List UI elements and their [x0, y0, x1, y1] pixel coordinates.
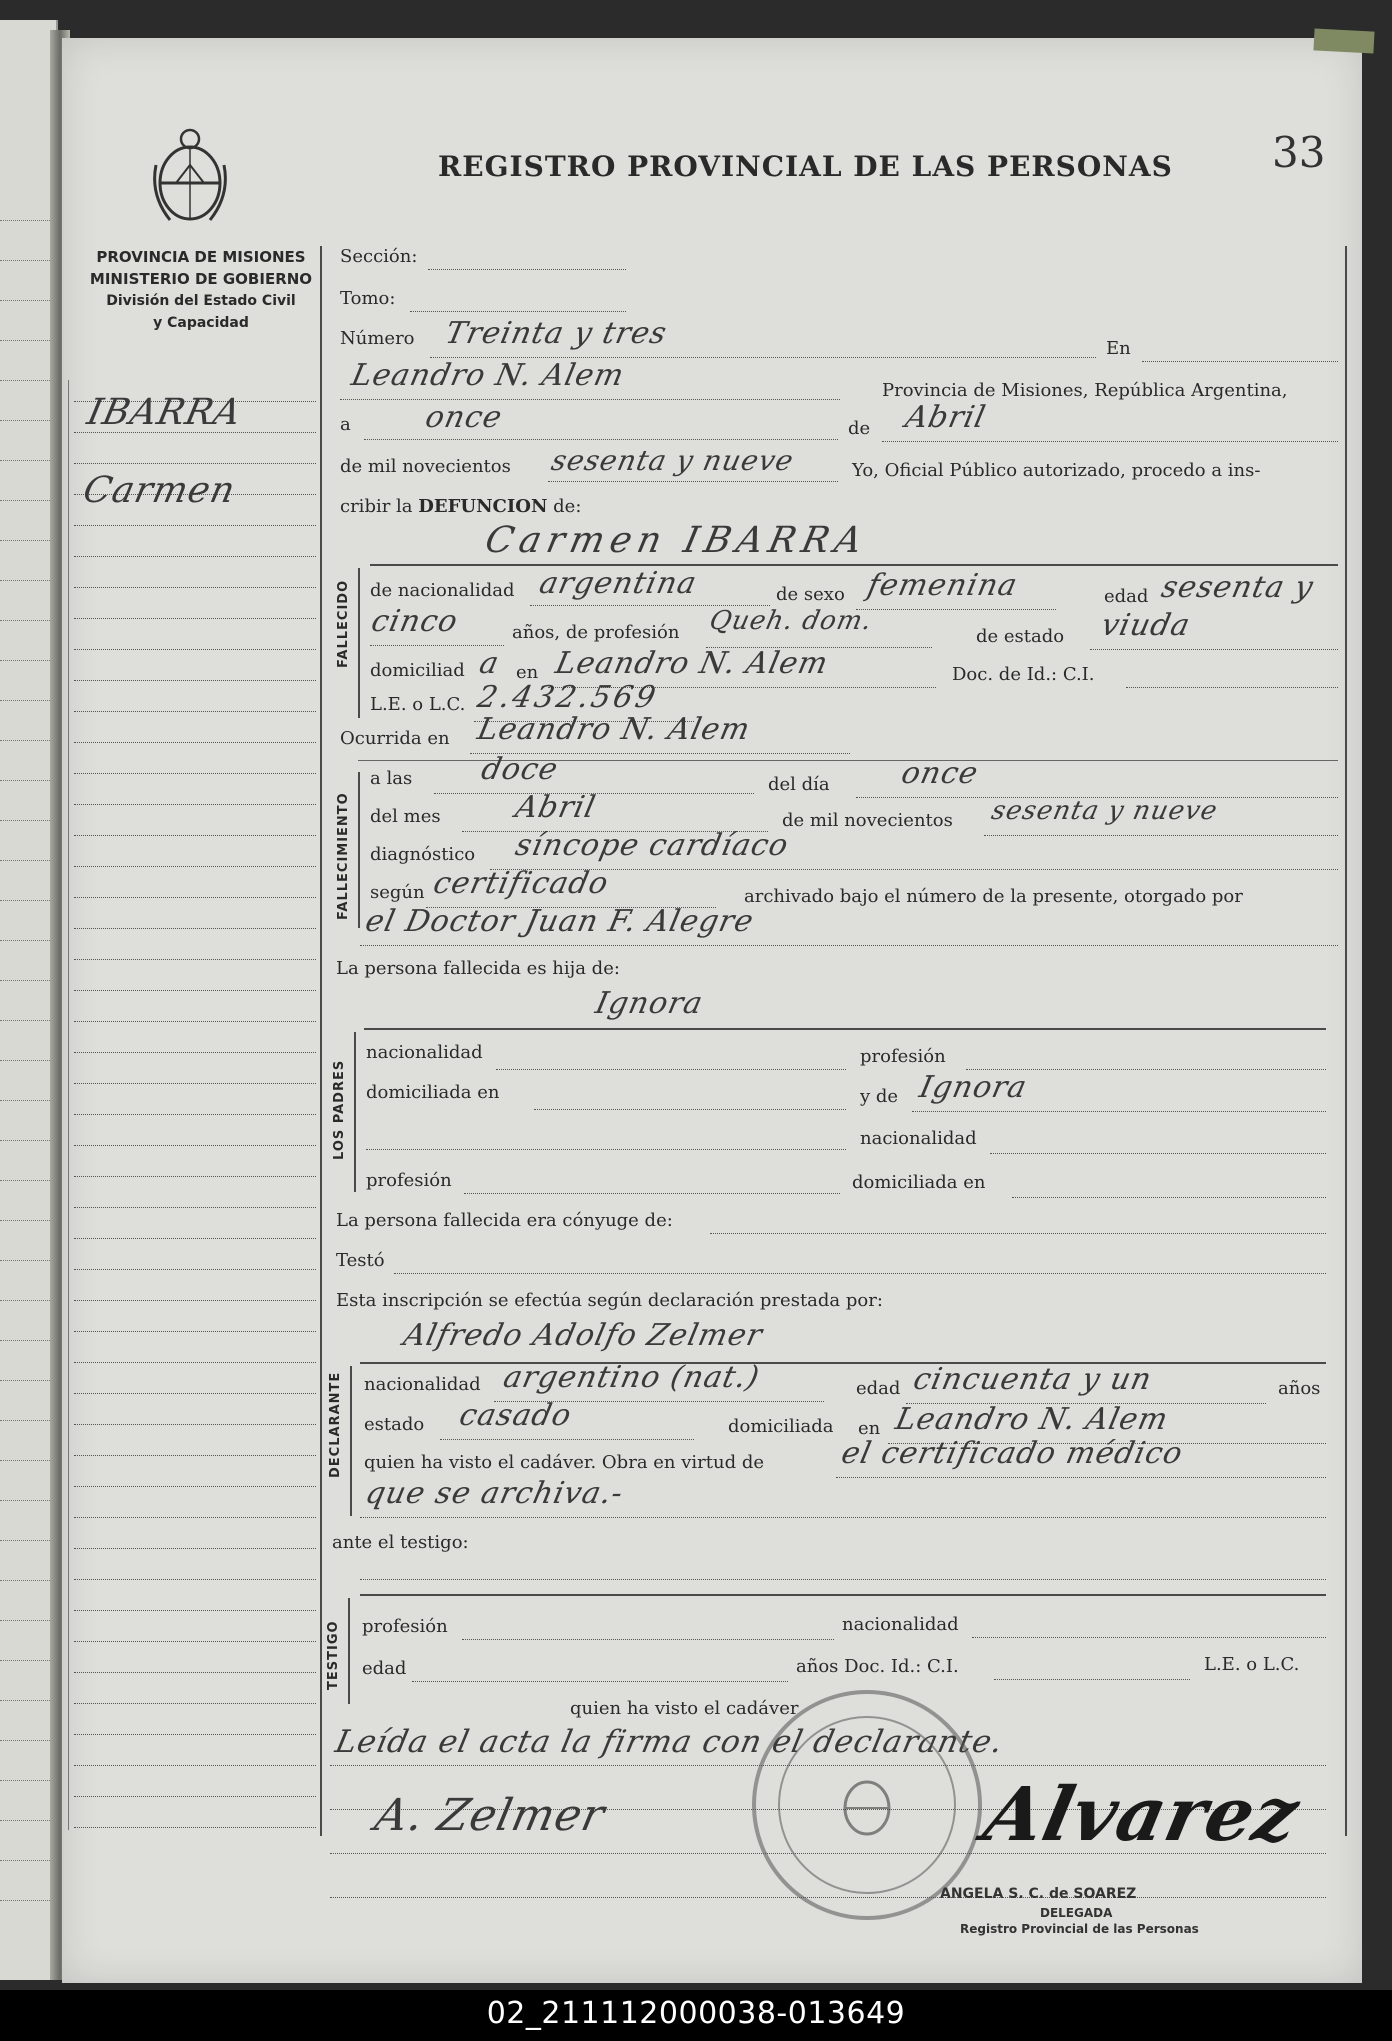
margin-rule-line — [74, 1531, 316, 1549]
left-page-rule-line — [0, 1420, 50, 1421]
en-label: En — [1106, 338, 1131, 359]
province-text: PROVINCIA DE MISIONES — [96, 248, 306, 266]
a-label: a — [340, 414, 351, 435]
edad-value-cont: cinco — [368, 604, 462, 639]
cadaver-field — [836, 1458, 1326, 1478]
declarante-signature: A. Zelmer — [370, 1790, 610, 1841]
margin-rule-line — [74, 1376, 316, 1394]
margin-rule-line — [74, 1500, 316, 1518]
left-page-rule-line — [0, 1580, 50, 1581]
fallecimiento-bracket — [358, 772, 360, 928]
page-number: 33 — [1272, 128, 1326, 177]
alas-value: doce — [478, 752, 562, 787]
t-edad-field — [412, 1662, 788, 1682]
left-page-rule-line — [0, 820, 50, 821]
d-nacionalidad-value: argentino (nat.) — [500, 1360, 764, 1395]
left-page-rule-line — [0, 540, 50, 541]
left-page-rule-line — [0, 1460, 50, 1461]
estado-value: viuda — [1098, 608, 1194, 643]
left-page-rule-line — [0, 380, 50, 381]
delegate-name: ANGELA S. C. de SOAREZ — [940, 1886, 1137, 1902]
margin-surname: IBARRA — [83, 392, 246, 433]
left-page-rule-line — [0, 1740, 50, 1741]
side-label-testigo: TESTIGO — [326, 1620, 341, 1690]
mil-value: sesenta y nueve — [988, 796, 1221, 826]
cadaver-value-cont: que se archiva.- — [362, 1476, 627, 1511]
margin-rule-line — [74, 787, 316, 805]
diagnostico-value: síncope cardíaco — [512, 828, 792, 863]
left-page-rule-line — [0, 340, 50, 341]
d-edad-field — [906, 1384, 1266, 1404]
declarante-bracket — [350, 1366, 352, 1516]
month-field — [882, 422, 1338, 442]
document-title: REGISTRO PROVINCIAL DE LAS PERSONAS — [438, 150, 1173, 183]
t-le-label: L.E. o L.C. — [1204, 1654, 1300, 1675]
yde-label: y de — [860, 1086, 899, 1107]
sexo-field — [856, 590, 1056, 610]
margin-rule-line — [74, 632, 316, 650]
left-page-rule-line — [0, 420, 50, 421]
testigo-label: ante el testigo: — [332, 1532, 469, 1553]
domiciliada-label: domiciliad — [370, 660, 465, 681]
margin-rule-line — [74, 1314, 316, 1332]
t-nacionalidad-label: nacionalidad — [842, 1614, 959, 1635]
margin-rule-line — [74, 756, 316, 774]
left-page-rule-line — [0, 740, 50, 741]
margin-rule-line — [74, 694, 316, 712]
official-label: Yo, Oficial Público autorizado, procedo a ins- — [852, 460, 1261, 481]
profesion-value: Queh. dom. — [706, 606, 876, 636]
ocurrida-field — [470, 734, 850, 754]
margin-rule-line — [74, 1438, 316, 1456]
madre-extra-field — [366, 1130, 846, 1150]
margin-divider — [320, 246, 322, 1836]
m-nacionalidad-field — [990, 1134, 1326, 1154]
left-page-rule-line — [0, 1300, 50, 1301]
left-page-rule-line — [0, 1140, 50, 1141]
margin-rule-line — [74, 1345, 316, 1363]
estado-field — [1090, 630, 1338, 650]
p-nacionalidad-field — [496, 1050, 846, 1070]
margin-rule-line — [74, 1035, 316, 1053]
domicilio-prefix: a — [476, 646, 503, 681]
alas-label: a las — [370, 768, 413, 789]
conyuge-field — [710, 1214, 1326, 1234]
margin-rule-line — [74, 1779, 316, 1797]
green-cover-edge — [1313, 28, 1374, 53]
margin-rule-line — [74, 1283, 316, 1301]
domicilio-value: Leandro N. Alem — [552, 646, 832, 681]
edad-label: edad — [1104, 586, 1149, 607]
margin-rule-line — [74, 1128, 316, 1146]
left-page-rule-line — [0, 1860, 50, 1861]
deldia-label: del día — [768, 774, 830, 795]
margin-rule-line — [74, 942, 316, 960]
d-estado-label: estado — [364, 1414, 425, 1435]
testo-label: Testó — [336, 1250, 385, 1271]
m-domiciliada-field — [1012, 1178, 1326, 1198]
coat-of-arms-icon — [150, 125, 230, 230]
padre-underline — [364, 1028, 1326, 1030]
left-page-rule-line — [0, 220, 50, 221]
margin-rule-line — [74, 446, 316, 464]
side-label-padres: LOS PADRES — [332, 1059, 347, 1160]
m-profesion-field — [464, 1174, 840, 1194]
t-edad-label: edad — [362, 1658, 407, 1679]
deceased-name: Carmen IBARRA — [481, 520, 872, 561]
doc-label: Doc. de Id.: C.I. — [952, 664, 1095, 685]
margin-rule-line — [74, 849, 316, 867]
cadaver-field-cont — [360, 1498, 1326, 1518]
margin-rule-line — [74, 570, 316, 588]
delmes-label: del mes — [370, 806, 441, 827]
t-nacionalidad-field — [972, 1618, 1326, 1638]
margin-rule-line — [74, 1655, 316, 1673]
left-page-rule-line — [0, 580, 50, 581]
left-page-rule-line — [0, 900, 50, 901]
margin-rule-line — [74, 1190, 316, 1208]
year-value: sesenta y nueve — [548, 444, 798, 477]
closing-text: Leída el acta la firma con el declarante. — [332, 1724, 1007, 1760]
diagnostico-label: diagnóstico — [370, 844, 476, 865]
d-en-label: en — [858, 1418, 881, 1439]
side-label-declarante: DECLARANTE — [328, 1371, 343, 1478]
nacionalidad-value: argentina — [536, 566, 701, 601]
tomo-field — [410, 292, 626, 312]
p-nacionalidad-label: nacionalidad — [366, 1042, 483, 1063]
left-page-rule-line — [0, 1020, 50, 1021]
segun-label: según — [370, 882, 425, 903]
numero-value: Treinta y tres — [442, 316, 671, 351]
doctor-value: el Doctor Juan F. Alegre — [362, 904, 758, 939]
delegate-registry: Registro Provincial de las Personas — [960, 1922, 1199, 1936]
segun-value: certificado — [430, 866, 612, 901]
cribir-text: cribir la — [340, 496, 413, 517]
en2-label: en — [516, 662, 539, 683]
left-page-rule-line — [0, 940, 50, 941]
doctor-field — [360, 926, 1338, 946]
padre-value: Ignora — [592, 986, 707, 1021]
left-page-rule-line — [0, 1180, 50, 1181]
margin-rule-line — [74, 1717, 316, 1735]
testo-field — [394, 1254, 1326, 1274]
left-page-rule-line — [0, 1820, 50, 1821]
edad-value: sesenta y — [1158, 570, 1317, 605]
left-page-rule-line — [0, 780, 50, 781]
margin-rule-line — [74, 1810, 316, 1828]
side-label-fallecido: FALLECIDO — [336, 579, 351, 668]
left-page-rule-line — [0, 1220, 50, 1221]
left-page-rule-line — [0, 980, 50, 981]
seccion-label: Sección: — [340, 246, 418, 267]
capacity-text: y Capacidad — [153, 315, 249, 331]
margin-rule-line — [74, 880, 316, 898]
de-colon-text: de: — [553, 496, 582, 517]
margin-rule-line — [74, 1252, 316, 1270]
left-page-rule-line — [0, 1540, 50, 1541]
margin-rule-line — [74, 1407, 316, 1425]
left-page-rule-line — [0, 620, 50, 621]
numero-field — [430, 338, 1096, 358]
provincia-label: Provincia de Misiones, República Argentina, — [882, 380, 1288, 401]
left-page-rule-line — [0, 1780, 50, 1781]
left-page-rule-line — [0, 1260, 50, 1261]
cadaver-value: el certificado médico — [838, 1436, 1187, 1471]
m-profesion-label: profesión — [366, 1170, 452, 1191]
delegate-title: DELEGADA — [1040, 1906, 1113, 1920]
t-cadaver-label: quien ha visto el cadáver — [570, 1698, 799, 1719]
margin-rule-line — [74, 973, 316, 991]
le-label: L.E. o L.C. — [370, 694, 466, 715]
page-left-border — [68, 380, 69, 1830]
tomo-label: Tomo: — [340, 288, 396, 309]
left-page-rule-line — [0, 700, 50, 701]
day-value: once — [422, 400, 506, 435]
left-page-rule-line — [0, 1700, 50, 1701]
de-label: de — [848, 418, 871, 439]
margin-rule-line — [74, 1097, 316, 1115]
profesion-field — [706, 628, 932, 648]
d-nacionalidad-label: nacionalidad — [364, 1374, 481, 1395]
deldia-field — [856, 778, 1338, 798]
p-domiciliada-label: domiciliada en — [366, 1082, 500, 1103]
m-nacionalidad-label: nacionalidad — [860, 1128, 977, 1149]
numero-label: Número — [340, 328, 415, 349]
footer-code: 02_211112000038-013649 — [486, 1996, 906, 2031]
left-page-rule-line — [0, 500, 50, 501]
month-value: Abril — [902, 400, 990, 435]
place-value: Leandro N. Alem — [348, 358, 628, 393]
left-page-rule-line — [0, 1380, 50, 1381]
division-text: División del Estado Civil — [106, 293, 296, 309]
hija-label: La persona fallecida es hija de: — [336, 958, 620, 979]
margin-rule-line — [74, 818, 316, 836]
d-edad-value: cincuenta y un — [910, 1362, 1156, 1397]
en-field — [1142, 342, 1338, 362]
p-profesion-label: profesión — [860, 1046, 946, 1067]
cribir-label — [340, 496, 581, 517]
m-domiciliada-label: domiciliada en — [852, 1172, 986, 1193]
fallecido-bracket — [358, 568, 360, 718]
t-anos-doc-label: años Doc. Id.: C.I. — [796, 1656, 959, 1677]
defuncion-text: DEFUNCION — [418, 496, 548, 517]
mil-label: de mil novecientos — [782, 810, 953, 831]
form-right-border — [1345, 246, 1347, 1836]
margin-rule-line — [74, 1159, 316, 1177]
testigo-bracket — [348, 1598, 350, 1704]
d-estado-value: casado — [456, 1398, 575, 1433]
deceased-underline — [370, 564, 1338, 566]
left-page-rule-line — [0, 1620, 50, 1621]
diagnostico-field — [490, 850, 1338, 870]
archivado-label: archivado bajo el número de la presente, otorgado por — [744, 886, 1243, 907]
left-page-rule-line — [0, 860, 50, 861]
p-domiciliada-field — [534, 1090, 846, 1110]
padres-bracket — [354, 1032, 356, 1192]
cadaver-label: quien ha visto el cadáver. Obra en virtud de — [364, 1452, 765, 1473]
margin-rule-line — [74, 1469, 316, 1487]
d-domicilio-value: Leandro N. Alem — [892, 1402, 1172, 1437]
ocurrida-label: Ocurrida en — [340, 728, 450, 749]
le-value: 2.432.569 — [474, 680, 662, 715]
organization-block — [72, 246, 330, 334]
conyuge-label: La persona fallecida era cónyuge de: — [336, 1210, 673, 1231]
madre-field — [912, 1092, 1326, 1112]
p-profesion-field — [966, 1050, 1326, 1070]
d-estado-field — [440, 1420, 694, 1440]
place-field — [340, 380, 840, 400]
declarante-underline — [360, 1362, 1326, 1364]
day-field — [364, 420, 838, 440]
margin-rule-line — [74, 1562, 316, 1580]
estado-label: de estado — [976, 626, 1065, 647]
d-domiciliada-label: domiciliada — [728, 1416, 834, 1437]
sexo-value: femenina — [864, 568, 1021, 603]
left-page-rule-line — [0, 1660, 50, 1661]
margin-rule-line — [74, 1004, 316, 1022]
left-page-rule-line — [0, 1060, 50, 1061]
margin-rule-line — [74, 1221, 316, 1239]
nacionalidad-label: de nacionalidad — [370, 580, 515, 601]
madre-value: Ignora — [916, 1070, 1031, 1105]
left-page-rule-line — [0, 1500, 50, 1501]
t-profesion-field — [462, 1620, 834, 1640]
margin-rule-line — [74, 911, 316, 929]
side-label-fallecimiento: FALLECIMIENTO — [336, 792, 351, 920]
margin-rule-line — [74, 725, 316, 743]
left-page-rule-line — [0, 300, 50, 301]
margin-rule-line — [74, 539, 316, 557]
t-profesion-label: profesión — [362, 1616, 448, 1637]
left-page-rule-line — [0, 260, 50, 261]
margin-rule-line — [74, 1624, 316, 1642]
doc-field — [1126, 668, 1338, 688]
d-edad-label: edad — [856, 1378, 901, 1399]
ocurrida-value: Leandro N. Alem — [474, 712, 754, 747]
sexo-label: de sexo — [776, 584, 845, 605]
margin-rule-line — [74, 1686, 316, 1704]
left-page-rule-line — [0, 460, 50, 461]
edad-field — [370, 626, 504, 646]
margin-rule-line — [74, 1066, 316, 1084]
margin-rule-line — [74, 663, 316, 681]
left-page-rule-line — [0, 1340, 50, 1341]
margin-rule-line — [74, 1748, 316, 1766]
official-signature: Alvarez — [976, 1772, 1307, 1858]
nacionalidad-field — [530, 586, 770, 606]
left-page-rule-line — [0, 1900, 50, 1901]
left-page-rule-line — [0, 660, 50, 661]
stamp-emblem-icon — [832, 1770, 902, 1840]
margin-rule-line — [74, 1593, 316, 1611]
delmes-value: Abril — [512, 790, 600, 825]
margin-rule-line — [74, 601, 316, 619]
anos-profesion-label: años, de profesión — [512, 622, 680, 643]
inscripcion-label: Esta inscripción se efectúa según declaración prestada por: — [336, 1290, 883, 1311]
year-field — [548, 462, 838, 482]
seccion-field — [428, 250, 626, 270]
mil-field — [984, 816, 1338, 836]
d-anos-label: años — [1278, 1378, 1321, 1399]
ministry-text: MINISTERIO DE GOBIERNO — [89, 270, 313, 288]
deldia-value: once — [898, 756, 982, 791]
margin-given-name: Carmen — [79, 470, 240, 511]
left-page-rule-line — [0, 1100, 50, 1101]
year-label: de mil novecientos — [340, 456, 511, 477]
t-doc-field — [994, 1660, 1190, 1680]
testigo-field-1 — [360, 1560, 1326, 1580]
testigo-underline — [360, 1594, 1326, 1596]
declarante-value: Alfredo Adolfo Zelmer — [400, 1318, 766, 1353]
